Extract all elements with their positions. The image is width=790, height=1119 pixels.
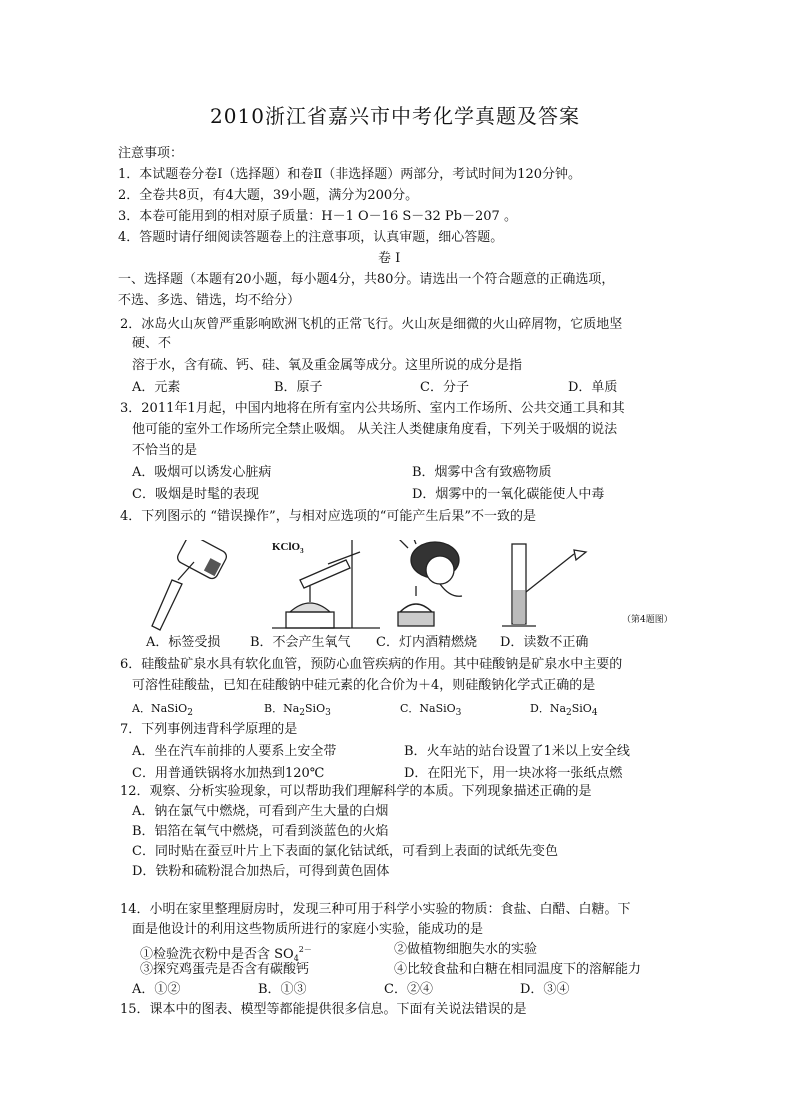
q4-option-b: B．不会产生氧气	[250, 635, 351, 650]
q3-stem-1: 3．2011年1月起，中国内地将在所有室内公共场所、室内工作场所、公共交通工具和其	[120, 401, 625, 416]
kclo3-label: KClO$_3$	[272, 541, 304, 555]
section-heading-line-2: 不选、多选、错选，均不给分）	[118, 293, 301, 308]
volume-heading: 卷 Ⅰ	[378, 251, 401, 266]
q14-item-2: ②做植物细胞失水的实验	[394, 942, 538, 957]
notice-1: 1．本试题卷分卷Ⅰ（选择题）和卷Ⅱ（非选择题）两部分，考试时间为120分钟。	[118, 167, 582, 182]
q4-option-a: A．标签受损	[146, 635, 221, 650]
q14-stem-2: 面是他设计的利用这些物质所进行的家庭小实验，能成功的是	[132, 922, 484, 937]
q12-option-c: C．同时贴在蚕豆叶片上下表面的氯化钴试纸，可看到上表面的试纸先变色	[132, 844, 558, 859]
q14-option-d: D．③④	[520, 982, 570, 997]
graduated-cylinder-illustration	[502, 544, 586, 626]
q7-option-b: B．火车站的站台设置了1米以上安全线	[404, 744, 630, 759]
q12-option-b: B．铝箔在氧气中燃烧，可看到淡蓝色的火焰	[132, 824, 389, 839]
q2-option-b: B．原子	[274, 380, 323, 395]
q14-item-4: ④比较食盐和白糖在相同温度下的溶解能力	[394, 962, 642, 977]
q3-stem-2: 他可能的室外工作场所完全禁止吸烟。 从关注人类健康角度看，下列关于吸烟的说法	[132, 422, 618, 437]
q14-option-a: A．①②	[132, 982, 181, 997]
q7-option-d: D．在阳光下，用一块冰将一张纸点燃	[404, 766, 623, 781]
page-title: 2010浙江省嘉兴市中考化学真题及答案	[210, 104, 580, 128]
section-heading-line-1: 一、选择题（本题有20小题，每小题4分，共80分。请选出一个符合题意的正确选项，	[118, 272, 615, 287]
q4-figure-svg	[150, 540, 690, 636]
q12-option-d: D．铁粉和硫粉混合加热后，可得到黄色固体	[132, 864, 390, 879]
q2-stem-1: 2．冰岛火山灰曾严重影响欧洲飞机的正常飞行。火山灰是细微的火山碎屑物，它质地坚	[120, 317, 623, 332]
q6-stem-2: 可溶性硅酸盐，已知在硅酸钠中硅元素的化合价为＋4，则硅酸钠化学式正确的是	[132, 678, 596, 693]
notice-2: 2．全卷共8页，有4大题，39小题，满分为200分。	[118, 188, 419, 203]
q6-option-a: A．NaSiO$_2$	[132, 702, 193, 718]
q14-item-1: ①检验洗衣粉中是否含 $SO_4^{2-}$	[140, 945, 312, 963]
q4-option-d: D．读数不正确	[500, 635, 589, 650]
q7-option-c: C．用普通铁锅将水加热到120℃	[132, 766, 325, 781]
q3-stem-3: 不恰当的是	[132, 443, 198, 458]
notice-heading: 注意事项：	[118, 146, 184, 161]
q14-item-3: ③探究鸡蛋壳是否含有碳酸钙	[140, 962, 310, 977]
q15-stem: 15．课本中的图表、模型等都能提供很多信息。下面有关说法错误的是	[120, 1002, 527, 1017]
q6-stem-1: 6．硅酸盐矿泉水具有软化血管，预防心血管疾病的作用。其中硅酸钠是矿泉水中主要的	[120, 657, 623, 672]
q12-stem: 12．观察、分析实验现象，可以帮助我们理解科学的本质。下列现象描述正确的是	[120, 784, 592, 799]
q14-stem-1: 14．小明在家里整理厨房时，发现三种可用于科学小实验的物质：食盐、白醋、白糖。下	[120, 902, 631, 917]
q7-stem: 7．下列事例违背科学原理的是	[120, 722, 298, 737]
notice-3: 3．本卷可能用到的相对原子质量：H－1 O－16 S－32 Pb－207 。	[118, 209, 517, 224]
q4-stem: 4．下列图示的 “错误操作”，与相对应选项的“可能产生后果”不一致的是	[120, 509, 536, 524]
q7-option-a: A．坐在汽车前排的人要系上安全带	[132, 744, 337, 759]
q3-option-d: D．烟雾中的一氧化碳能使人中毒	[412, 487, 605, 502]
q12-option-a: A．钠在氯气中燃烧，可看到产生大量的白烟	[132, 804, 389, 819]
q2-stem-2: 硬、不	[132, 336, 172, 351]
q2-stem-3: 溶于水，含有硫、钙、硅、氧及重金属等成分。这里所说的成分是指	[132, 358, 523, 373]
q3-option-b: B．烟雾中含有致癌物质	[412, 465, 552, 480]
q3-option-a: A．吸烟可以诱发心脏病	[132, 465, 272, 480]
q4-figure	[150, 540, 690, 636]
q2-option-d: D．单质	[568, 380, 618, 395]
q6-option-d: D．$Na_2SiO_4$	[530, 702, 598, 718]
q14-option-b: B．①③	[258, 982, 307, 997]
q3-option-c: C．吸烟是时髦的表现	[132, 487, 259, 502]
q6-option-c: C．NaSiO$_3$	[400, 702, 462, 718]
heating-stand-illustration	[272, 540, 380, 628]
pouring-bottle-illustration	[152, 540, 228, 630]
q4-option-c: C．灯内酒精燃烧	[376, 635, 477, 650]
notice-4: 4．答题时请仔细阅读答题卷上的注意事项，认真审题，细心答题。	[118, 230, 504, 245]
figure-caption: （第4题图）	[622, 615, 673, 625]
q2-option-a: A．元素	[132, 380, 181, 395]
girl-blowing-lamp-illustration	[398, 540, 462, 626]
q14-option-c: C．②④	[384, 982, 433, 997]
q6-option-b: B．$Na_2SiO_3$	[264, 702, 331, 718]
q2-option-c: C．分子	[420, 380, 469, 395]
